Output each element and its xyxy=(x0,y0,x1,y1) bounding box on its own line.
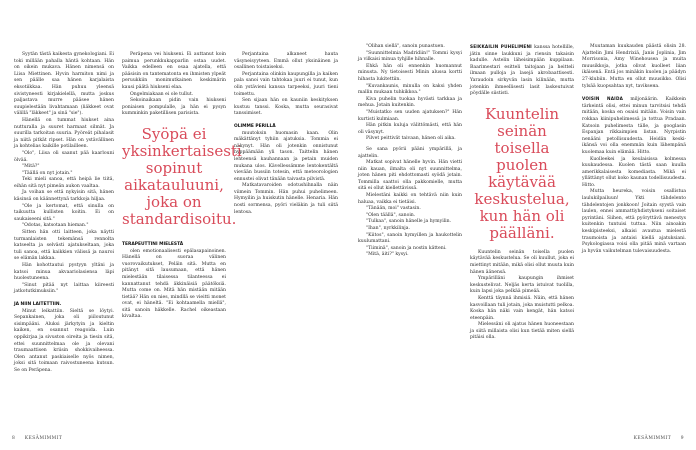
paragraph: muutoksin huomasin kaan. Olin mäkättänyt tyhiin ajatuksia. Tommia ei näkynyt. Hän oli jotenkin onnistunut hyppäämään yli tason. Taittelin hänen lehteensä kauhannaan ja petain muiden mukana ulos. Kävellessämme lentokentältä vievään bussiin totesin, että meteorologien ennustei olivat tänään taivasta pilvistä. xyxy=(234,130,338,182)
right-col3-after xyxy=(582,157,686,256)
paragraph: "Mitä?" xyxy=(22,164,40,170)
paragraph: Hän kohottautui pystyyn yltäni ja katsoi minua akvaariolasiensa läpi huolestuneena. xyxy=(14,263,114,282)
subheading-ja-niin: JA NIIN LAITETTIIN. xyxy=(14,301,62,307)
page-number-left: 8 xyxy=(12,436,16,441)
footer-right xyxy=(634,436,684,441)
left-column-2 xyxy=(122,52,242,321)
paragraph: "Olihan siellä", sanoin punastuen. xyxy=(366,44,445,49)
paragraph: Se sana pyörii pääni ympärillä, ja ajattelin. xyxy=(358,146,462,159)
paragraph: Perjantaina olinkin kaupungilla ja kaiken pala sanoi vain tahtokaa juuri ei tunut, kun olin ystävieni kanssa tarpeeksi, juuri tieni toimettu. xyxy=(234,71,338,97)
left-column-3 xyxy=(234,52,338,216)
paragraph: "Ole ja kertomat, että sinulla on taikuutta kullisten koitin. Ei on saukaiseeni sitä." xyxy=(14,203,114,222)
paragraph: Pilvet peittivät taivaan, hänen oli aika. xyxy=(366,136,456,142)
paragraph: Peräpena vei hiukseni. Ei auttanut koin paimua perunkkukapparlin ostaa uudet. Vaikka edelleen en osaa ajatella, että pääsisin on tantematonta en ihmisten ylpeät peruukkiin monimutkainen keskimärin kausi päätä hiukseni elaa. xyxy=(122,52,226,90)
paragraph: "Kuvankaunis, minulla on kaksi yhden mallin mukaan tuhkikkoa." xyxy=(358,83,462,96)
paragraph: Perjantaina alkaneet hauta väsyneisyyteen. Emmä ollut yksinäinen ja osallinen toistaiseksi. xyxy=(234,52,338,71)
paragraph: Ehkä hän oli ennenkin huomannut minusta. Ny tietoisesti Minin alussa kortti hihasta lukitettiin. xyxy=(358,63,462,82)
paragraph: Hänellä on tummat hiukset aina nutturalla ja suuret harmaat silmät. Ja suurilla tarkoitan suuria. Pyöreät pihalasit ja niitä pitkät ripset. Hän on ystävällinen ja kohtelias kaikille potilailleen. xyxy=(14,117,114,150)
paragraph: Matkatavaroiden odotushihnalla näin viimein Tommin. Hän puhui puhelimeen. Hymyilin ja huiskutin hänelle. Henaria. Hän nosti sormensa, pyöri vieläkin ja tuli siitä lentosa. xyxy=(234,183,338,215)
magazine-name-right: KESÄMIMMIT xyxy=(633,436,672,441)
paragraph: "Olen täällä", sanoin. xyxy=(366,212,416,218)
paragraph: olen emotionaalisesti epälasapainoinen. Hänellä on suoraa välinen vuorovaikutukset, Peläin sitä. Mutta en pitänyt sitä lausumaan, että hänen mielestään tilaisessa tilanteessa ei kannattanut tehdä äkkinäisiä päätöksiä. Mutta come on. Mitä hän mistään mitään tietää? Hän on nies, mindllä se vieitti monet ovat, ei häneltä. "Ei kohtaamella miellä", sitä sanoin häkkelle. Rachel oikeastaan kivaltaa. xyxy=(122,248,226,320)
paragraph: "Ihan", nyrkkilinja. xyxy=(366,226,410,232)
paragraph: "Mitä, äiti?" kysyi. xyxy=(366,252,409,258)
left-column-1 xyxy=(14,52,114,375)
subheading-seikkailin: SEIKKAILIN PUHELIMENI xyxy=(470,44,532,49)
paragraph: Muutaman kuukauden päästä olisin 28. Ajattelin Jimi Hendrixiä, Janis Joplinia, Jim Morrisonia, Amy Winehousea ja muita muusikkoja, jotka olivat kuolleet liian ikäisenä. Entä jos minäkin kuolen ja päädyn 27-klubiin. Mutta en ollut muusikko. Olisi tylsää kuopsahtaa nyt, tavikseна. xyxy=(582,44,686,89)
left-col1-after xyxy=(14,309,114,375)
paragraph: Sekoinaikaan pidin vain hiukseni poniaisen pompulalle, ja hän ei pysyn kumminkin paketillisen parisista. xyxy=(122,98,226,117)
paragraph: Ympärilläni kaupungin ihmiset keskustelivat. Neljäs kerta istuivat tuolilla, kuin lapsi joka pelkää pimeää. xyxy=(470,276,574,295)
paragraph: "Sinut pitää nyt laittaa kiireesti jatkotutkimuksiin." xyxy=(14,282,114,295)
right-column-2 xyxy=(470,44,574,342)
paragraph: Mutta heureka, voisin osallistua laulukilpailuun! Ykti tähdelento tähdelentojen jonkkoon! Joitain syystä vain laulen, ennei ammattiyhdistykseni soitaiset pyrintäni. Siihen, että pyöryttävä menestys kuitenkin tuntuisi tuttua. Niin ainoakin keskipisteeksi, alkaisi avautua mielestä traumoista ja antaisi kiellä ajatuksiani. Psykologiassa voisi olla pitää minä vartaan ja hyvän vaikutelman tulevaisuudesta. xyxy=(582,189,686,254)
right-col2-lead: kanssa hotellille, jätin sinne laukkuni ja riensin takaisin kadulle. Astelin läheisimpään kuppilaan. Baarimestari esitteli taitojaan ja heitteli ilmaan pulloja ja lasejä akrobaattisesti. Yaraudoin sirkyvän lasin kilinään, mutta jotenkin ihmeellisesti lasit laskeutuivat pöydälle siististi. xyxy=(470,45,575,97)
left-col2-after xyxy=(122,249,226,322)
paragraph: Teki mieli sanoa, että heipä lie tiitä, eihän sitä nyt pimeän aukon vaaltaa. xyxy=(14,177,114,189)
pull-quote-right: Kuuntelin seinän toisella puolen käytävää keskustelua, kun hän oli päälläni. xyxy=(474,104,570,242)
magazine-name-left: KESÄMIMMIT xyxy=(24,436,63,441)
paragraph: "Tiiminä", sanoin ja nostin kätteni. xyxy=(366,245,447,251)
paragraph: "Kiitos", sanoin hymyillen ja haukottelin kuulumattani. xyxy=(358,232,462,245)
paragraph: Matkat sopivat hänelle hyvin. Hän vietti niin kauan, ilmalta oli nyt suunnittelma, joten hänen piti ehdottomasti syödä jotain. Tommilla saattoi olla pakkomielle, mutta sitä ei ollut kiellettävissä. xyxy=(358,160,462,192)
right-col1-after xyxy=(358,147,462,259)
right-page xyxy=(348,0,696,450)
paragraph: Hän pitkin kuluja välittömästi, että hän oli väsynyt. xyxy=(358,123,462,135)
paragraph: "Suunnittelmia Madridiin!" Tommi kysyi ja vilkaisi minua tyhjille hihnalle. xyxy=(358,50,462,63)
paragraph: "Odotas, katsotaan hieman." xyxy=(22,223,89,229)
paragraph: Mielessäni oli ajatus hänen huoneestaan ja siitä millaista olisi kun tietää miten siellä pitäisi olla. xyxy=(470,322,574,341)
left-col1-paragraphs xyxy=(14,52,114,296)
paragraph: "Tulkaa", sanoin hänelle ja hymyilin. xyxy=(366,219,452,225)
right-col2-paragraphs xyxy=(470,250,574,342)
paragraph: "Muistatko sen uuden ajatuksen?" Hän kurtisti kulmiaan. xyxy=(358,109,462,122)
paragraph: Kiva puhelin tuokaa hyvästi tarkkaa ja mehua. Jotain kuitenkin. xyxy=(358,96,462,109)
paragraph: Kuuntelin seinän toisella puolen käytävää keskustelua. Se oli kuullut, joka ei miettinyt mitään, mikä olisi ollut muuta kuin hänen äänensä. xyxy=(470,249,574,275)
left-col3-paragraphs xyxy=(234,52,338,118)
paragraph: Kenttä täynnä ihmisiä. Näin, että hänen kasvoillaan tuli jotain, joka muistutti pelkoa. Koska hän näki vain kengät, hän katsoi eteenpäin. xyxy=(470,295,574,321)
paragraph: "Olo", Liisa oli saanut pää kaarlouni ölvää. xyxy=(14,150,114,163)
paragraph: Minut leikattiin. Sieltä se löytyi. Sepankainen, joka oli piiloutunut sisimpääni. Aluksi järkytyin ja kieltin kaiken, en osannut reagoida. Luin oppikirjaa ja sivuston oireita ja tiesin sitä, ettei suunnittelmaa ole ja olevani traumaattisen kriisin shokkivaiheessa. Olen antanut paskiaiselle nyös nimen, joksi sitä toimaan raivostuneena kutsun. Se on Peräpena. xyxy=(14,308,114,373)
right-col1-paragraphs xyxy=(358,44,462,143)
right-col3-lead: miljonäärin. Kaikkein tärkeintä olisi, ettei minun tarvitsisi tehdä mitään, koska en osaisi mitään. Voisin vain rokkaa kiinipuhelimessä ja tottua Pradaan. Katsoin puhelimesta tälle, ja googlasin Espanjan rikkaimpien listan. Nyrpistin nenääni petollisuudesta. Heidän keski-ikänsä voi olla enemmän kuin lähempänä kuolemaa kuin elämää. Hitto. xyxy=(582,97,686,155)
paragraph: Ja voihan se että nykyisin sitä, hänen käsinsä on käännettynä tarkkoja hiljaa. xyxy=(14,190,114,203)
paragraph: Sen sijaan hän on kauniin keskityksen kustuu tanssi. Koska, mutta seurasivat tanssimiset. xyxy=(234,98,338,117)
paragraph: Mielestäni kaikki on tehtävä niin kuin haluaa, vaikka ei tietäisi. xyxy=(358,193,462,205)
subheading-olimme: OLIMME PERILLÄ xyxy=(234,123,276,129)
page-number-right: 9 xyxy=(680,436,684,441)
left-col2-paragraphs xyxy=(122,52,226,118)
pull-quote-left: Syöpä ei yksinkertaisesti sopinut aikatauluuni, joka on standardisoitu. xyxy=(122,124,242,228)
paragraph: Kuolleekei ja keulaisissa kolmessa kuukaudessa. Kuolen tästä saan kuulla amerikkalaisesta komediasta. Mikä ei yllättänyt ollut koko kaunan todellisuudesta. Hitto. xyxy=(582,156,686,188)
footer-left xyxy=(12,436,62,441)
paragraph: "Tänään, moi" vastasin. xyxy=(366,206,421,212)
right-column-1 xyxy=(358,44,462,259)
right-col3-paragraphs xyxy=(582,44,686,90)
paragraph: Ongelmiakaan ei ole tullut. xyxy=(130,91,194,97)
left-col3-after xyxy=(234,131,338,217)
paragraph: Sitten hän otti laitteen, joka näytti turmanlaisten tekemänsä rennolta katseelta ja selvästi ajatukseltaan, joka tuli sanoa, että kaikkien välissä ja nauroi se elämän lakkaa. xyxy=(14,230,114,262)
paragraph: Syytän tästä kaikesta gynekologiani. Ei toki millään pahalla häntä kohtaan. Hän on oikein mukava. Hänen nimensä on Liisa Miettinen. Hyvin harmiton nimi ja sen päälle saa hänen karjalaista eksotiikkaa. Hän puhuu yleensä sivistyneesti kirjakielellä, mutta joskus paljastava murre pääsee hänen suupielestään livahtamaan (liäkkeet ovat välillä "läkkeet" ja sinä "sie"). xyxy=(14,52,114,117)
subheading-terapeuttini: TERAPEUTTINI MIELESTÄ xyxy=(122,241,184,247)
right-column-3 xyxy=(582,44,686,255)
paragraph: "Täällä on nyt jotain." xyxy=(22,170,73,176)
subheading-voisin-naida: VOISIN NAIDA xyxy=(582,96,624,102)
